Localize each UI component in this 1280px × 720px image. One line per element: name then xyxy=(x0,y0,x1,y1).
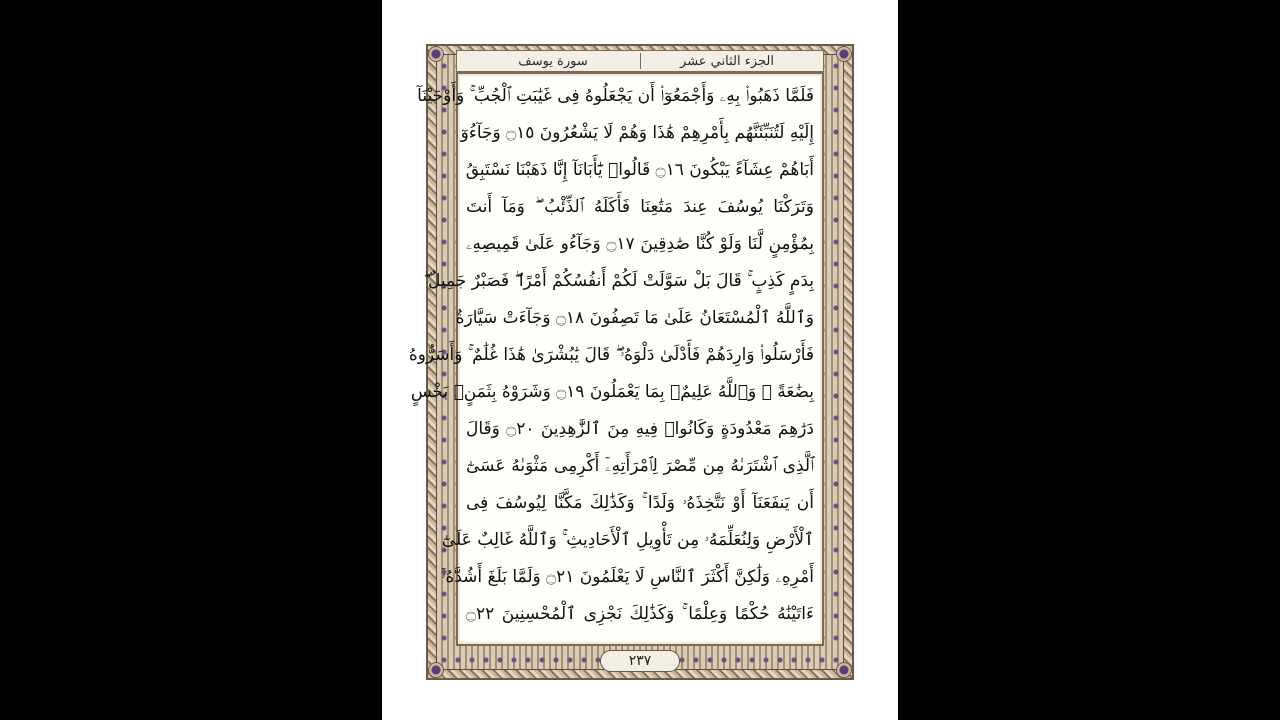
corner-ornament-icon xyxy=(836,662,852,678)
verse-line: بِضَٰعَةً ۚ وَٱللَّهُ عَلِيمٌۢ بِمَا يَعْمَلُونَ ۝١٩ وَشَرَوْهُ بِثَمَنٍۭ بَخْسٍ xyxy=(410,382,814,402)
verse-line: وَتَرَكْنَا يُوسُفَ عِندَ مَتَٰعِنَا فَأَكَلَهُ ٱلذِّئْبُ ۖ وَمَآ أَنتَ xyxy=(466,197,814,217)
verse-line: ٱلَّذِى ٱشْتَرَىٰهُ مِن مِّصْرَ لِٱمْرَأَتِهِۦٓ أَكْرِمِى مَثْوَىٰهُ عَسَىٰٓ xyxy=(466,456,814,476)
corner-ornament-icon xyxy=(836,46,852,62)
verse-line: ءَاتَيْنَٰهُ حُكْمًا وَعِلْمًا ۚ وَكَذَٰلِكَ نَجْزِى ٱلْمُحْسِنِينَ ۝٢٢ xyxy=(466,604,814,624)
juz-title: الجزء الثاني عشر xyxy=(680,54,774,69)
corner-ornament-icon xyxy=(428,662,444,678)
verse-line: فَأَرْسَلُوا۟ وَارِدَهُمْ فَأَدْلَىٰ دَلْوَهُۥ ۖ قَالَ يَٰبُشْرَىٰ هَٰذَا غُلَٰمٌ ۚ وَأَسَرُّوهُ xyxy=(408,345,814,365)
verse-line: فَلَمَّا ذَهَبُوا۟ بِهِۦ وَأَجْمَعُوٓا۟ أَن يَجْعَلُوهُ فِى غَيَٰبَتِ ٱلْجُبِّ ۚ وَأَوْحَيْنَآ xyxy=(417,86,814,106)
header-divider xyxy=(640,53,641,69)
verse-line: إِلَيْهِ لَتُنَبِّئَنَّهُم بِأَمْرِهِمْ هَٰذَا وَهُمْ لَا يَشْعُرُونَ ۝١٥ وَجَآءُوٓ xyxy=(460,123,814,143)
surah-title: سورة يوسف xyxy=(518,54,588,69)
verse-text-block xyxy=(408,78,818,640)
verse-line: ٱلْأَرْضِ وَلِنُعَلِّمَهُۥ مِن تَأْوِيلِ ٱلْأَحَادِيثِ ۚ وَٱللَّهُ غَالِبٌ عَلَىٰٓ xyxy=(441,530,814,550)
verse-line: بِدَمٍ كَذِبٍ ۚ قَالَ بَلْ سَوَّلَتْ لَكُمْ أَنفُسُكُمْ أَمْرًا ۖ فَصَبْرٌ جَمِيلٌ ۖ xyxy=(423,271,814,291)
verse-line: وَٱللَّهُ ٱلْمُسْتَعَانُ عَلَىٰ مَا تَصِفُونَ ۝١٨ وَجَآءَتْ سَيَّارَةٌ xyxy=(455,308,814,328)
verse-line: أَبَاهُمْ عِشَآءً يَبْكُونَ ۝١٦ قَالُوا۟ يَٰٓأَبَانَآ إِنَّا ذَهَبْنَا نَسْتَبِقُ xyxy=(465,160,814,180)
page-number: ٢٣٧ xyxy=(600,650,680,672)
verse-line: أَن يَنفَعَنَآ أَوْ نَتَّخِذَهُۥ وَلَدًا ۚ وَكَذَٰلِكَ مَكَّنَّا لِيُوسُفَ فِى xyxy=(466,493,814,513)
page-header xyxy=(456,50,824,72)
verse-line: دَرَٰهِمَ مَعْدُودَةٍ وَكَانُوا۟ فِيهِ مِنَ ٱلزَّٰهِدِينَ ۝٢٠ وَقَالَ xyxy=(466,419,814,439)
verse-line: بِمُؤْمِنٍ لَّنَا وَلَوْ كُنَّا صَٰدِقِينَ ۝١٧ وَجَآءُو عَلَىٰ قَمِيصِهِۦ xyxy=(466,234,814,254)
corner-ornament-icon xyxy=(428,46,444,62)
verse-line: أَمْرِهِۦ وَلَٰكِنَّ أَكْثَرَ ٱلنَّاسِ لَا يَعْلَمُونَ ۝٢١ وَلَمَّا بَلَغَ أَشُدَّهُۥٓ xyxy=(441,567,814,587)
